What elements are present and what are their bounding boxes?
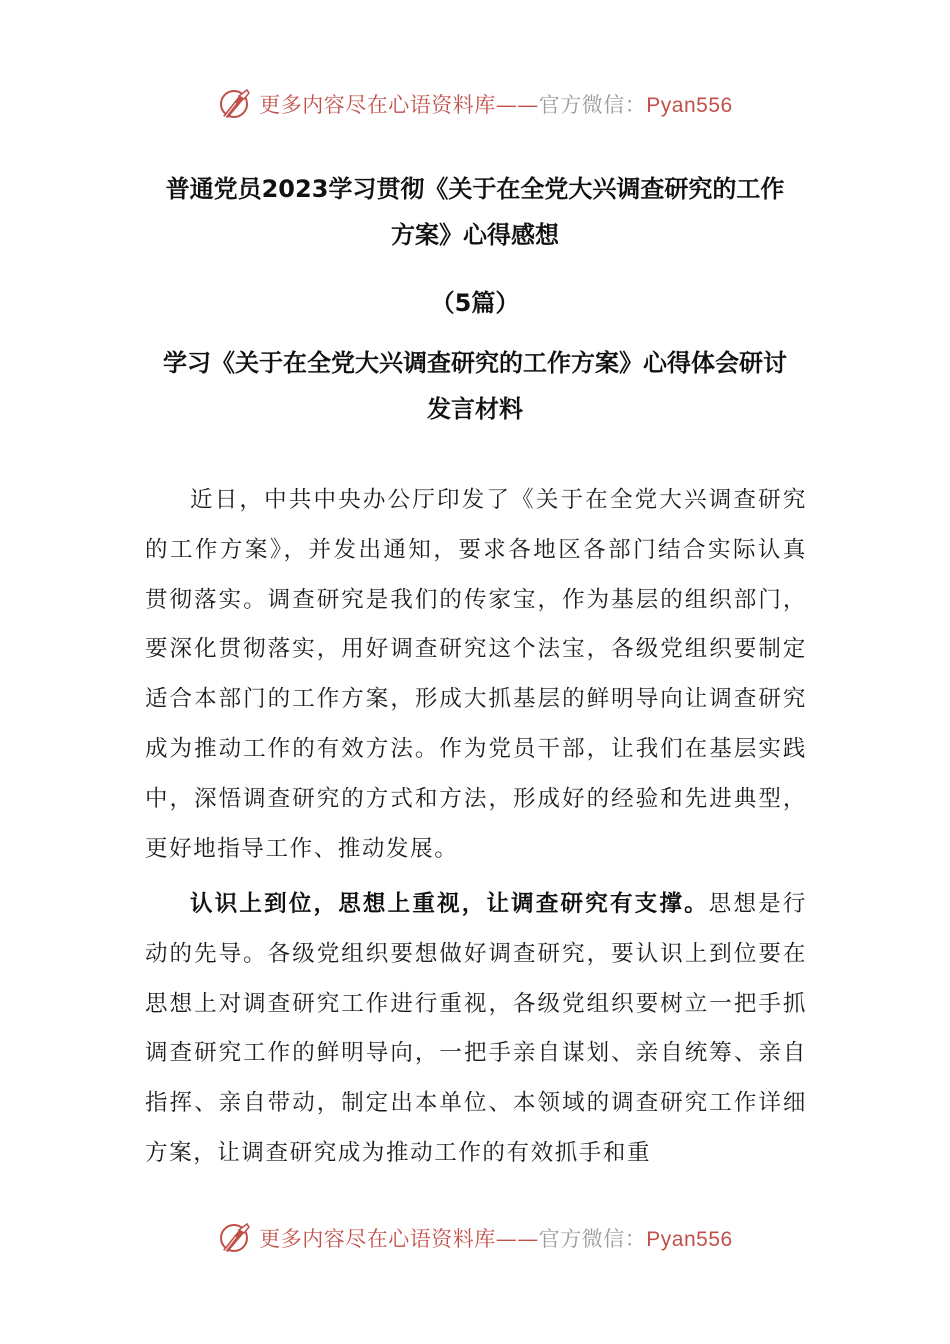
banner-wechat-label: 官方微信： — [538, 93, 647, 117]
fountain-pen-logo-icon — [217, 1220, 253, 1256]
paragraph-2 — [145, 880, 807, 1179]
footer-banner-wechat-id: Pyan556 — [646, 1228, 733, 1251]
footer-banner — [0, 1216, 950, 1260]
main-title-line-2: 方案》心得感想 — [391, 221, 559, 249]
footer-banner-text — [259, 1223, 732, 1253]
sub-title-line-2: 发言材料 — [427, 395, 523, 423]
paragraph-2-body: 思想是行动的先导。各级党组织要想做好调查研究，要认识上到位要在思想上对调查研究工作进行重视，各级党组织要树立一把手抓调查研究工作的鲜明导向，一把手亲自谋划、亲自统筹、亲自指挥、亲自带动，制定出本单位、本领域的调查研究工作详细方案，让调查研究成为推动工作的有效抓手和重 — [145, 891, 807, 1166]
footer-banner-promo: 更多内容尽在心语资料库 — [259, 1227, 496, 1251]
main-title-line-1: 普通党员2023学习贯彻《关于在全党大兴调查研究的工作 — [165, 175, 785, 203]
banner-promo: 更多内容尽在心语资料库 — [259, 93, 496, 117]
paragraph-2-lead: 认识上到位，思想上重视，让调查研究有支撑。 — [190, 891, 709, 917]
document-count-label: （5篇） — [430, 289, 520, 317]
sub-title-line-1: 学习《关于在全党大兴调查研究的工作方案》心得体会研讨 — [163, 349, 787, 377]
footer-banner-separator: —— — [495, 1227, 539, 1251]
paragraph-1: 近日，中共中央办公厅印发了《关于在全党大兴调查研究的工作方案》，并发出通知，要求各地区各部门结合实际认真贯彻落实。调查研究是我们的传家宝，作为基层的组织部门，要深化贯彻落实，用好调查研究这个法宝，各级党组织要制定适合本部门的工作方案，形成大抓基层的鲜明导向让调查研究成为推动工作的有效方法。作为党员干部，让我们在基层实践中，深悟调查研究的方式和方法，形成好的经验和先进典型，更好地指导工作、推动发展。 — [145, 487, 807, 862]
banner-text — [259, 89, 732, 119]
document-sub-title — [140, 340, 810, 432]
header-banner — [0, 82, 950, 126]
fountain-pen-logo-icon — [217, 86, 253, 122]
banner-separator: —— — [495, 93, 539, 117]
document-main-title — [140, 166, 810, 258]
banner-wechat-id: Pyan556 — [646, 94, 733, 117]
footer-banner-wechat-label: 官方微信： — [538, 1227, 647, 1251]
